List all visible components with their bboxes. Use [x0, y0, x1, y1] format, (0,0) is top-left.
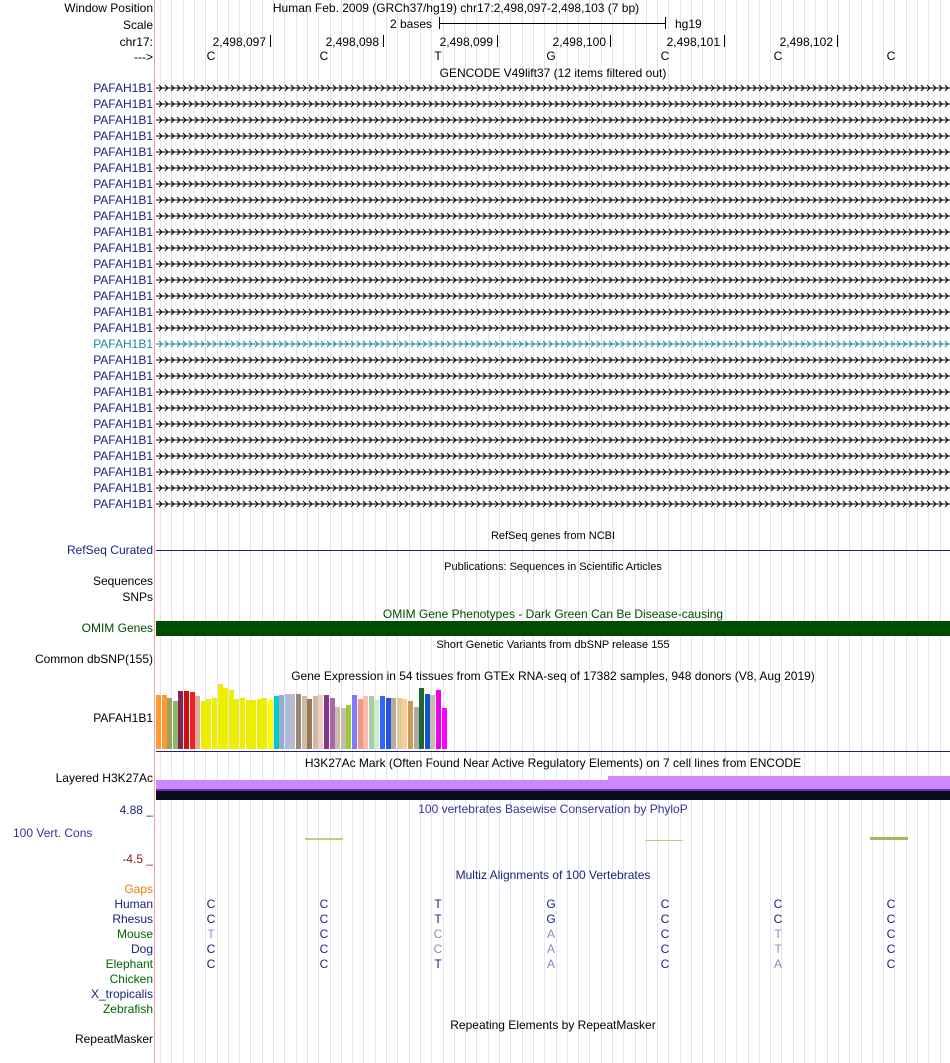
position-tick [270, 35, 271, 47]
gtex-tissue-bar[interactable] [363, 696, 368, 749]
transcript-line[interactable] [156, 481, 950, 495]
position-label: 2,498,099 [439, 35, 493, 49]
gtex-tissue-bar[interactable] [156, 695, 161, 749]
gtex-tissue-bar[interactable] [240, 698, 245, 749]
species-label[interactable]: Dog [130, 942, 153, 956]
scale-assembly: hg19 [675, 17, 702, 31]
transcript-line[interactable] [156, 177, 950, 191]
alignment-base: C [660, 897, 670, 911]
transcript-line[interactable] [156, 321, 950, 335]
strand-label: ---> [134, 50, 153, 64]
alignment-base: T [774, 927, 782, 941]
transcript-line[interactable] [156, 161, 950, 175]
alignment-base: C [886, 957, 896, 971]
repeatmasker-label[interactable]: RepeatMasker [74, 1032, 153, 1046]
alignment-base: A [546, 942, 555, 956]
transcript-label[interactable]: PAFAH1B1 [93, 161, 153, 175]
cons-signal-2[interactable] [645, 840, 683, 841]
position-tick [724, 35, 725, 47]
reference-base: C [773, 49, 783, 63]
alignment-base: T [434, 912, 442, 926]
species-label[interactable]: Human [114, 897, 153, 911]
publications-snps-label[interactable]: SNPs [122, 590, 153, 604]
h3k27ac-signal[interactable] [156, 776, 950, 800]
transcript-label[interactable]: PAFAH1B1 [93, 369, 153, 383]
gtex-tissue-bar[interactable] [251, 700, 256, 749]
gtex-tissue-bar[interactable] [223, 688, 228, 749]
alignment-base: C [319, 912, 329, 926]
transcript-line[interactable] [156, 81, 950, 95]
transcript-line[interactable] [156, 129, 950, 143]
refseq-label[interactable]: RefSeq Curated [66, 543, 153, 557]
alignment-base: C [660, 942, 670, 956]
transcript-line[interactable] [156, 257, 950, 271]
transcript-label[interactable]: PAFAH1B1 [93, 481, 153, 495]
position-label: 2,498,101 [666, 35, 720, 49]
alignment-base: T [434, 897, 442, 911]
transcript-line[interactable] [156, 225, 950, 239]
dbsnp-label[interactable]: Common dbSNP(155) [34, 652, 153, 666]
scale-bar [439, 17, 666, 29]
gtex-tissue-bar[interactable] [442, 708, 447, 749]
multiz-title: Multiz Alignments of 100 Vertebrates [455, 868, 651, 882]
transcript-line[interactable] [156, 145, 950, 159]
species-label[interactable]: Chicken [109, 972, 153, 986]
gtex-tissue-bar[interactable] [307, 699, 312, 749]
transcript-label[interactable]: PAFAH1B1 [93, 113, 153, 127]
cons-signal-3[interactable] [870, 837, 908, 840]
reference-base: C [660, 49, 670, 63]
gtex-tissue-bar[interactable] [324, 695, 329, 749]
publications-title: Publications: Sequences in Scientific Articles [444, 561, 662, 573]
omim-title: OMIM Gene Phenotypes - Dark Green Can Be Disease-causing [382, 607, 724, 621]
transcript-line[interactable] [156, 401, 950, 415]
transcript-line[interactable] [156, 433, 950, 447]
cons-min: -4.5 _ [122, 852, 153, 866]
alignment-base: G [546, 897, 556, 911]
gtex-tissue-bar[interactable] [212, 698, 217, 749]
transcript-line[interactable] [156, 497, 950, 511]
refseq-gene-line[interactable] [156, 550, 950, 551]
alignment-base: C [886, 897, 896, 911]
gtex-tissue-bar[interactable] [408, 701, 413, 749]
alignment-base: C [319, 927, 329, 941]
position-tick [610, 35, 611, 47]
gtex-tissue-bar[interactable] [430, 695, 435, 749]
alignment-base: C [886, 912, 896, 926]
transcript-label[interactable]: PAFAH1B1 [93, 337, 153, 351]
transcript-line[interactable] [156, 353, 950, 367]
transcript-line[interactable] [156, 305, 950, 319]
transcript-line[interactable] [156, 241, 950, 255]
alignment-base: G [546, 912, 556, 926]
transcript-label[interactable]: PAFAH1B1 [93, 209, 153, 223]
reference-base: C [206, 49, 216, 63]
alignment-base: C [433, 927, 443, 941]
transcript-label[interactable]: PAFAH1B1 [93, 193, 153, 207]
transcript-label[interactable]: PAFAH1B1 [93, 449, 153, 463]
transcript-label[interactable]: PAFAH1B1 [93, 497, 153, 511]
transcript-label[interactable]: PAFAH1B1 [93, 177, 153, 191]
alignment-base: C [660, 957, 670, 971]
scale-label: Scale [122, 18, 153, 32]
alignment-base: C [886, 942, 896, 956]
multiz-gaps-label: Gaps [124, 882, 153, 896]
gtex-tissue-bar[interactable] [268, 700, 273, 749]
gtex-tissue-bar[interactable] [167, 698, 172, 749]
alignment-base: C [773, 912, 783, 926]
transcript-line[interactable] [156, 193, 950, 207]
h3k27ac-label[interactable]: Layered H3K27Ac [55, 771, 153, 785]
gtex-tissue-bar[interactable] [206, 699, 211, 749]
position-tick [383, 35, 384, 47]
gtex-divider [156, 751, 950, 752]
alignment-base: C [660, 927, 670, 941]
transcript-label[interactable]: PAFAH1B1 [93, 257, 153, 271]
species-label[interactable]: Elephant [105, 957, 153, 971]
transcript-label[interactable]: PAFAH1B1 [93, 145, 153, 159]
gtex-tissue-bar[interactable] [352, 695, 357, 749]
transcript-label[interactable]: PAFAH1B1 [93, 225, 153, 239]
gtex-tissue-bar[interactable] [374, 700, 379, 749]
scale-bases: 2 bases [390, 17, 433, 31]
transcript-line[interactable] [156, 289, 950, 303]
transcript-label[interactable]: PAFAH1B1 [93, 81, 153, 95]
alignment-base: C [886, 927, 896, 941]
transcript-label[interactable]: PAFAH1B1 [93, 401, 153, 415]
gtex-tissue-bar[interactable] [279, 695, 284, 749]
position-label: 2,498,102 [779, 35, 833, 49]
position-tick [497, 35, 498, 47]
transcript-label[interactable]: PAFAH1B1 [93, 321, 153, 335]
transcript-label[interactable]: PAFAH1B1 [93, 433, 153, 447]
transcript-label[interactable]: PAFAH1B1 [93, 417, 153, 431]
alignment-base: A [546, 927, 555, 941]
alignment-base: C [319, 897, 329, 911]
repeatmasker-title: Repeating Elements by RepeatMasker [450, 1018, 656, 1032]
transcript-line[interactable] [156, 449, 950, 463]
gtex-bar-chart[interactable] [156, 683, 556, 749]
h3k27ac-title: H3K27Ac Mark (Often Found Near Active Regulatory Elements) on 7 cell lines from ENCODE [304, 756, 802, 770]
species-label[interactable]: Zebrafish [102, 1002, 153, 1016]
omim-bar[interactable] [156, 621, 950, 636]
gtex-tissue-bar[interactable] [346, 705, 351, 749]
transcript-line[interactable] [156, 369, 950, 383]
gtex-gene-label[interactable]: PAFAH1B1 [93, 711, 153, 725]
transcript-label[interactable]: PAFAH1B1 [93, 289, 153, 303]
alignment-base: T [774, 942, 782, 956]
position-label: 2,498,097 [212, 35, 266, 49]
position-tick [837, 35, 838, 47]
cons-label[interactable]: 100 Vert. Cons [13, 826, 93, 840]
transcript-line[interactable] [156, 113, 950, 127]
cons-max: 4.88 _ [119, 803, 153, 817]
transcript-line[interactable] [156, 337, 950, 351]
gtex-tissue-bar[interactable] [318, 695, 323, 749]
gtex-tissue-bar[interactable] [335, 707, 340, 749]
alignment-base: C [433, 942, 443, 956]
transcript-line[interactable] [156, 209, 950, 223]
gencode-title: GENCODE V49lift37 (12 items filtered out) [439, 66, 667, 80]
transcript-label[interactable]: PAFAH1B1 [93, 353, 153, 367]
alignment-base: C [206, 957, 216, 971]
publications-sequences-label[interactable]: Sequences [92, 574, 153, 588]
species-label[interactable]: Rhesus [112, 912, 153, 926]
position-label: 2,498,098 [325, 35, 379, 49]
gtex-tissue-bar[interactable] [290, 694, 295, 749]
gtex-tissue-bar[interactable] [419, 688, 424, 749]
alignment-base: C [773, 897, 783, 911]
dbsnp-title: Short Genetic Variants from dbSNP release 155 [436, 639, 670, 651]
transcript-label[interactable]: PAFAH1B1 [93, 465, 153, 479]
gtex-tissue-bar[interactable] [195, 696, 200, 749]
gtex-tissue-bar[interactable] [391, 698, 396, 749]
transcript-label[interactable]: PAFAH1B1 [93, 129, 153, 143]
cons-signal-1[interactable] [305, 838, 343, 840]
transcript-line[interactable] [156, 385, 950, 399]
transcript-line[interactable] [156, 273, 950, 287]
alignment-base: C [660, 912, 670, 926]
gtex-tissue-bar[interactable] [436, 690, 441, 749]
alignment-base: A [546, 957, 555, 971]
species-label[interactable]: Mouse [116, 927, 153, 941]
refseq-title: RefSeq genes from NCBI [490, 530, 616, 542]
gtex-tissue-bar[interactable] [380, 696, 385, 749]
alignment-base: C [206, 942, 216, 956]
alignment-base: C [206, 897, 216, 911]
reference-base: T [434, 49, 442, 63]
alignment-base: C [206, 912, 216, 926]
cons-title: 100 vertebrates Basewise Conservation by PhyloP [418, 802, 688, 816]
gtex-tissue-bar[interactable] [296, 694, 301, 749]
label-divider [154, 0, 155, 1063]
transcript-label[interactable]: PAFAH1B1 [93, 273, 153, 287]
alignment-base: A [773, 957, 782, 971]
alignment-base: C [319, 957, 329, 971]
species-label[interactable]: X_tropicalis [90, 987, 153, 1001]
gtex-tissue-bar[interactable] [178, 691, 183, 749]
reference-base: C [319, 49, 329, 63]
chrom-label: chr17: [119, 35, 153, 49]
transcript-label[interactable]: PAFAH1B1 [93, 241, 153, 255]
gtex-tissue-bar[interactable] [184, 691, 189, 749]
gtex-title: Gene Expression in 54 tissues from GTEx RNA-seq of 17382 samples, 948 donors (V8, Aug 2019) [291, 669, 815, 683]
window-position-value: Human Feb. 2009 (GRCh37/hg19) chr17:2,498,097-2,498,103 (7 bp) [272, 1, 640, 15]
alignment-base: C [319, 942, 329, 956]
omim-label[interactable]: OMIM Genes [81, 621, 153, 635]
gtex-tissue-bar[interactable] [234, 699, 239, 749]
transcript-line[interactable] [156, 417, 950, 431]
window-position-label: Window Position [64, 1, 153, 15]
transcript-line[interactable] [156, 465, 950, 479]
transcript-label[interactable]: PAFAH1B1 [93, 305, 153, 319]
gtex-tissue-bar[interactable] [262, 698, 267, 749]
transcript-line[interactable] [156, 97, 950, 111]
alignment-base: T [207, 927, 215, 941]
reference-base: G [546, 49, 556, 63]
position-label: 2,498,100 [552, 35, 606, 49]
reference-base: C [886, 49, 896, 63]
transcript-label[interactable]: PAFAH1B1 [93, 385, 153, 399]
gtex-tissue-bar[interactable] [402, 699, 407, 749]
alignment-base: T [434, 957, 442, 971]
transcript-label[interactable]: PAFAH1B1 [93, 97, 153, 111]
